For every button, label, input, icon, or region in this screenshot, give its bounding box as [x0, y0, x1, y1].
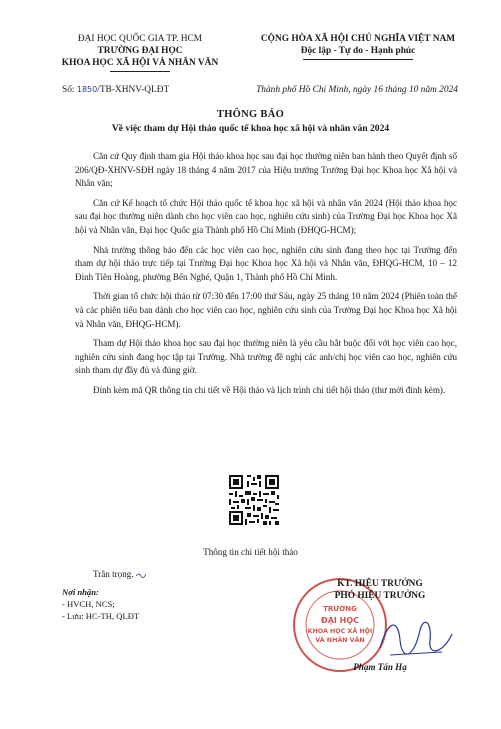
recipients-block [62, 586, 139, 622]
qr-caption: Thông tin chi tiết hội thảo [203, 547, 298, 557]
doc-number-prefix: Số: [62, 85, 77, 95]
seal-text-mid3: VÀ NHÂN VĂN [315, 637, 365, 644]
document-body [75, 150, 457, 404]
issuer-name-line1: TRƯỜNG ĐẠI HỌC [97, 46, 183, 56]
seal-text-mid2: KHOA HỌC XÃ HỘI [307, 628, 373, 635]
closing-text: Trân trọng. [93, 569, 134, 579]
signature-title-line1: KT. HIỆU TRƯỞNG [337, 579, 423, 589]
initial-mark-icon [136, 572, 146, 578]
document-subtitle: Về việc tham dự Hội thảo quốc tế khoa học xã hội và nhân văn 2024 [111, 123, 390, 134]
doc-number-handwritten: 1850 [76, 85, 98, 94]
national-header [238, 33, 478, 60]
body-paragraph: Tham dự Hội thảo khoa học sau đại học thường niên là yêu cầu bắt buộc đối với học viên cao học, nghiên cứu sinh đang học tập tại Trường. Nhà trường đề nghị các anh/chị học viên cao học, nghiên cứu sinh tham dự đầy đủ và đúng giờ. [75, 338, 457, 376]
handwritten-signature [370, 600, 460, 670]
signature-title-line2: PHÓ HIỆU TRƯỞNG [334, 591, 426, 601]
recipient-item: - Lưu: HC-TH, QLĐT [62, 611, 140, 621]
signer-name: Phạm Tấn Hạ [353, 662, 407, 672]
document-number [62, 85, 169, 95]
place-date: Thành phố Hồ Chí Minh, ngày 16 tháng 10 năm 2024 [256, 85, 458, 95]
issuer-header [40, 33, 240, 72]
body-paragraph: Thời gian tổ chức hội thảo từ 07:30 đến 17:00 thứ Sáu, ngày 25 tháng 10 năm 2024 (Phiên toàn thể và các phiên tiểu ban dành cho học viên cao học, nghiên cứu sinh của Trường Đại học Khoa học Xã hội và Nhân văn, ĐHQG-HCM). [75, 291, 457, 329]
signature-title [300, 578, 460, 602]
body-paragraph: Nhà trường thông báo đến các học viên cao học, nghiên cứu sinh đang theo học tại Trường đến tham dự hội thảo trực tiếp tại Trường Đại học Khoa học Xã hội và Nhân văn, ĐHQG-HCM, 10 – 12 Đinh Tiên Hoàng, phường Bến Nghé, Quận 1, Thành phố Hồ Chí Minh. [75, 244, 457, 282]
recipients-label: Nơi nhận: [62, 587, 99, 597]
national-motto: Độc lập - Tự do - Hạnh phúc [300, 46, 416, 56]
qr-code [229, 475, 279, 525]
closing-regards [93, 569, 146, 579]
body-paragraph: Đính kèm mã QR thông tin chi tiết về Hội thảo và lịch trình chi tiết hội thảo (thư mời đính kèm). [93, 384, 446, 395]
seal-text-mid1: ĐẠI HỌC [320, 616, 360, 625]
seal-text-top: TRƯỜNG [323, 605, 357, 613]
motto-underline [303, 59, 413, 60]
doc-number-suffix: /TB-XHNV-QLĐT [97, 85, 170, 95]
national-title: CỘNG HÒA XÃ HỘI CHỦ NGHĨA VIỆT NAM [260, 34, 456, 44]
body-paragraph: Căn cứ Kế hoạch tổ chức Hội thảo quốc tế khoa học xã hội và nhân văn 2024 (Hội thảo khoa học sau đại học thường niên dành cho học viên cao học, nghiên cứu sinh) của Trường Đại học Khoa học Xã hội và Nhân văn, Đại học Quốc gia Thành phố Hồ Chí Minh (ĐHQG-HCM); [75, 197, 457, 235]
issuer-underline [110, 71, 170, 72]
issuer-name-line2: KHOA HỌC XÃ HỘI VÀ NHÂN VĂN [61, 58, 219, 68]
document-title: THÔNG BÁO [216, 109, 285, 120]
issuer-parent: ĐẠI HỌC QUỐC GIA TP. HCM [77, 34, 203, 44]
body-paragraph: Căn cứ Quy định tham gia Hội thảo khoa học sau đại học thường niên ban hành theo Quyết định số 206/QĐ-XHNV-SĐH ngày 18 tháng 4 năm 2017 của Hiệu trưởng Trường Đại học Khoa học Xã hội và Nhân văn; [75, 151, 457, 189]
recipient-item: - HVCH, NCS; [62, 599, 115, 609]
